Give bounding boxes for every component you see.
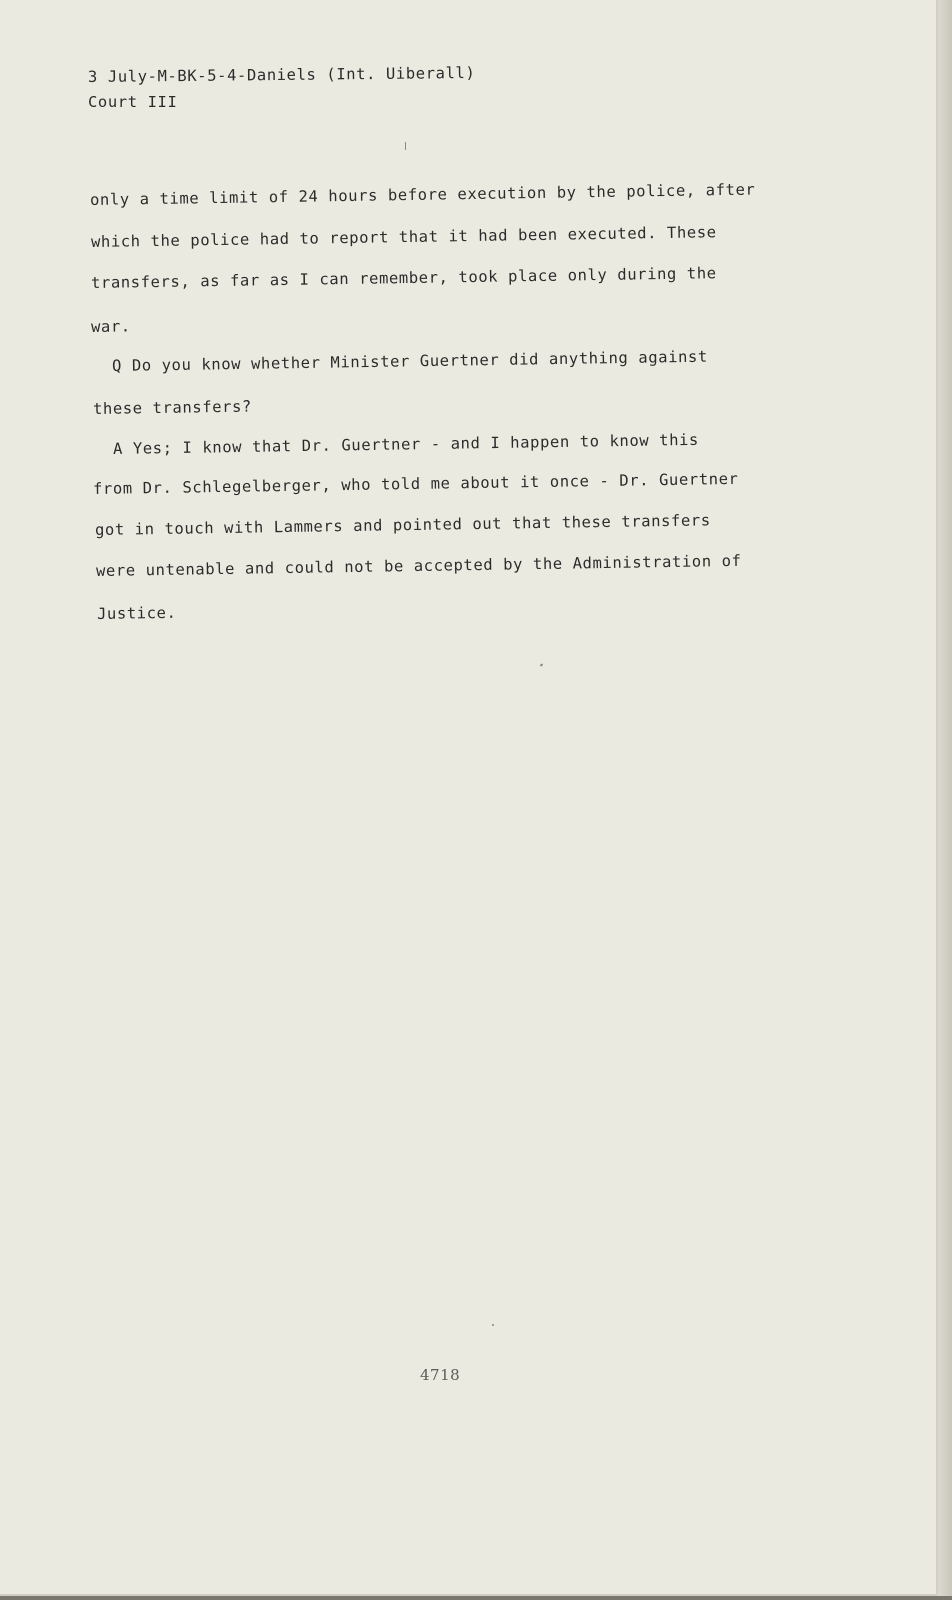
transcript-line: transfers, as far as I can remember, took place only during the: [90, 264, 717, 292]
page-number: 4718: [420, 1366, 461, 1384]
question-line: Q Do you know whether Minister Guertner did anything against: [111, 347, 708, 375]
page-edge-shadow: [938, 0, 952, 1600]
transcript-line: were untenable and could not be accepted by the Administration of: [95, 551, 742, 580]
paper-mark: [540, 663, 544, 666]
transcript-line: from Dr. Schlegelberger, who told me about it once - Dr. Guertner: [92, 469, 739, 498]
transcript-line: Justice.: [96, 603, 177, 623]
transcript-line: only a time limit of 24 hours before execution by the police, after: [89, 180, 756, 209]
header-reference-line: 3 July-M-BK-5-4-Daniels (Int. Uiberall): [87, 63, 476, 86]
transcript-line: which the police had to report that it had been executed. These: [90, 223, 717, 251]
transcript-line: war.: [90, 317, 131, 336]
transcript-line: these transfers?: [92, 397, 253, 418]
answer-line: A Yes; I know that Dr. Guertner - and I happen to know this: [112, 430, 700, 458]
transcript-line: got in touch with Lammers and pointed out that these transfers: [94, 511, 711, 539]
page-bottom-edge: [0, 1596, 952, 1600]
header-court-line: Court III: [88, 93, 178, 111]
paper-mark: [492, 1324, 494, 1326]
paper-mark: [405, 142, 406, 150]
